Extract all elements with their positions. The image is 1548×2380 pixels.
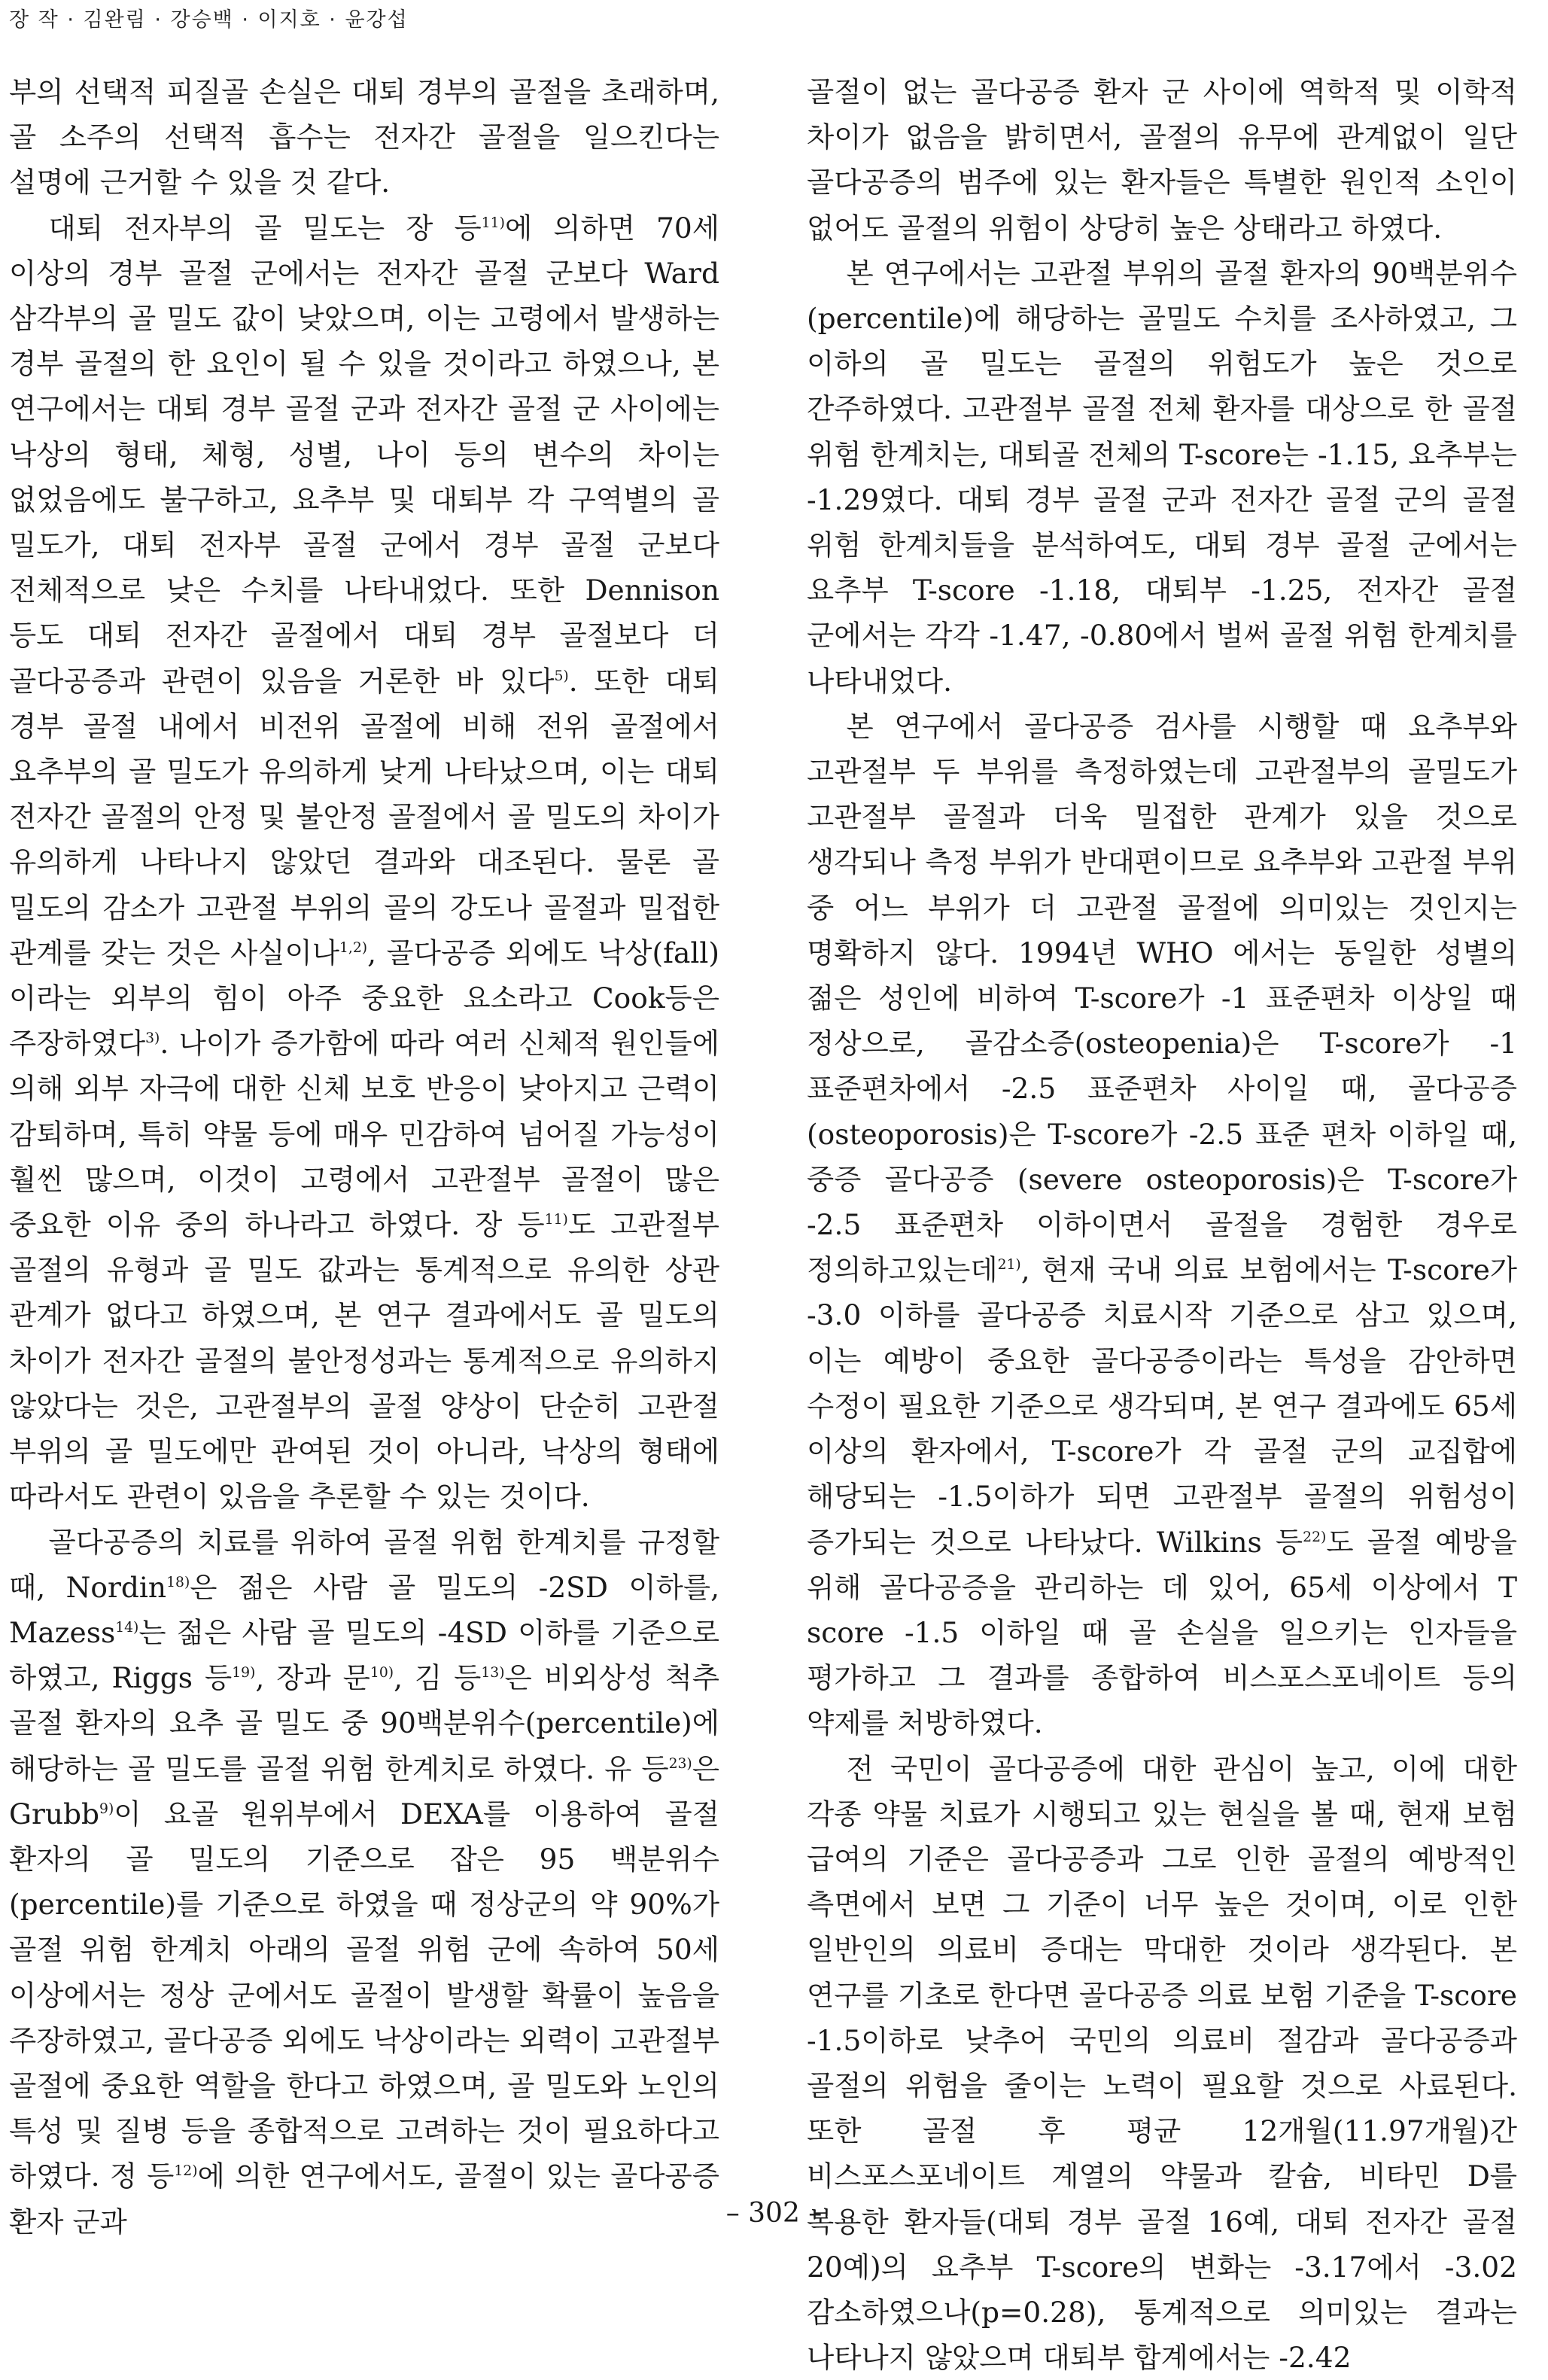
right-column: [807, 69, 1517, 2380]
paragraph: 본 연구에서는 고관절 부위의 골절 환자의 90백분위수(percentile)에 해당하는 골밀도 수치를 조사하였고, 그 이하의 골 밀도는 골절의 위험도가 높은 것으로 간주하였다. 고관절부 골절 전체 환자를 대상으로 한 골절 위험 한계치는, 대퇴골 전체의 T-score는 -1.15, 요추부는 -1.29였다. 대퇴 경부 골절 군과 전자간 골절 군의 골절 위험 한계치들을 분석하여도, 대퇴 경부 골절 군에서는 요추부 T-score -1.18, 대퇴부 -1.25, 전자간 골절 군에서는 각각 -1.47, -0.80에서 벌써 골절 위험 한계치를 나타내었다.: [807, 256, 1517, 698]
paragraph: 부의 선택적 피질골 손실은 대퇴 경부의 골절을 초래하며, 골 소주의 선택적 흡수는 전자간 골절을 일으킨다는 설명에 근거할 수 있을 것 같다.: [9, 75, 719, 199]
paragraph: 대퇴 전자부의 골 밀도는 장 등$^{11)}$에 의하면 70세 이상의 경부 골절 군에서는 전자간 골절 군보다 Ward 삼각부의 골 밀도 값이 낮았으며, 이는 고령에서 발생하는 경부 골절의 한 요인이 될 수 있을 것이라고 하였으나, 본 연구에서는 대퇴 경부 골절 군과 전자간 골절 군 사이에는 낙상의 형태, 체형, 성별, 나이 등의 변수의 차이는 없었음에도 불구하고, 요추부 및 대퇴부 각 구역별의 골 밀도가, 대퇴 전자부 골절 군에서 경부 골절 군보다 전체적으로 낮은 수치를 나타내었다. 또한 Dennison 등도 대퇴 전자간 골절에서 대퇴 경부 골절보다 더 골다공증과 관련이 있음을 거론한 바 있다$^{5)}$. 또한 대퇴 경부 골절 내에서 비전위 골절에 비해 전위 골절에서 요추부의 골 밀도가 유의하게 낮게 나타났으며, 이는 대퇴 전자간 골절의 안정 및 불안정 골절에서 골 밀도의 차이가 유의하게 나타나지 않았던 결과와 대조된다. 물론 골 밀도의 감소가 고관절 부위의 골의 강도나 골절과 밀접한 관계를 갖는 것은 사실이나$^{1,2)}$, 골다공증 외에도 낙상(fall)이라는 외부의 힘이 아주 중요한 요소라고 Cook등은 주장하였다$^{3)}$. 나이가 증가함에 따라 여러 신체적 원인들에 의해 외부 자극에 대한 신체 보호 반응이 낮아지고 근력이 감퇴하며, 특히 약물 등에 매우 민감하여 넘어질 가능성이 훨씬 많으며, 이것이 고령에서 고관절부 골절이 많은 중요한 이유 중의 하나라고 하였다. 장 등$^{11)}$도 고관절부 골절의 유형과 골 밀도 값과는 통계적으로 유의한 상관 관계가 없다고 하였으며, 본 연구 결과에서도 골 밀도의 차이가 전자간 골절의 불안정성과는 통계적으로 유의하지 않았다는 것은, 고관절부의 골절 양상이 단순히 고관절 부위의 골 밀도에만 관여된 것이 아니라, 낙상의 형태에 따라서도 관련이 있음을 추론할 수 있는 것이다.: [9, 211, 719, 1514]
citation: 13): [481, 1665, 505, 1682]
paragraph: 골절이 없는 골다공증 환자 군 사이에 역학적 및 이학적 차이가 없음을 밝히면서, 골절의 유무에 관계없이 일단 골다공증의 범주에 있는 환자들은 특별한 원인적 소인이 없어도 골절의 위험이 상당히 높은 상태라고 하였다.: [807, 75, 1517, 245]
citation: 12): [174, 2163, 198, 2180]
citation: 14): [115, 1619, 139, 1636]
citation: 1,2): [339, 939, 368, 956]
citation: 18): [166, 1574, 190, 1590]
paragraph: 골다공증의 치료를 위하여 골절 위험 한계치를 규정할 때, Nordin$^{18)}$은 젊은 사람 골 밀도의 -2SD 이하를, Mazess$^{14)}$는 젊은 사람 골 밀도의 -4SD 이하를 기준으로 하였고, Riggs 등$^{19)}$, 장과 문$^{10)}$, 김 등$^{13)}$은 비외상성 척추 골절 환자의 요추 골 밀도 중 90백분위수(percentile)에 해당하는 골 밀도를 골절 위험 한계치로 하였다. 유 등$^{23)}$은 Grubb$^{9)}$이 요골 원위부에서 DEXA를 이용하여 골절 환자의 골 밀도의 기준으로 잡은 95 백분위수(percentile)를 기준으로 하였을 때 정상군의 약 90%가 골절 위험 한계치 아래의 골절 위험 군에 속하여 50세 이상에서는 정상 군에서도 골절이 발생할 확률이 높음을 주장하였고, 골다공증 외에도 낙상이라는 외력이 고관절부 골절에 중요한 역할을 한다고 하였으며, 골 밀도와 노인의 특성 및 질병 등을 종합적으로 고려하는 것이 필요하다고 하였다. 정 등$^{12)}$에 의한 연구에서도, 골절이 있는 골다공증 환자 군과: [9, 1525, 720, 2238]
page-number: – 302 –: [725, 2198, 823, 2229]
citation: 5): [554, 668, 569, 684]
citation: 11): [544, 1212, 568, 1228]
running-head: 장 작 · 김완림 · 강승백 · 이지호 · 윤강섭: [9, 8, 409, 32]
left-column: [9, 69, 719, 2245]
citation: 21): [997, 1257, 1021, 1274]
citation: 23): [668, 1755, 692, 1772]
paragraph: 전 국민이 골다공증에 대한 관심이 높고, 이에 대한 각종 약물 치료가 시행되고 있는 현실을 볼 때, 현재 보험 급여의 기준은 골다공증과 그로 인한 골절의 예방적인 측면에서 보면 그 기준이 너무 높은 것이며, 이로 인한 일반인의 의료비 증대는 막대한 것이라 생각된다. 본 연구를 기초로 한다면 골다공증 의료 보험 기준을 T-score -1.5이하로 낮추어 국민의 의료비 절감과 골다공증과 골절의 위험을 줄이는 노력이 필요할 것으로 사료된다. 또한 골절 후 평균 12개월(11.97개월)간 비스포스포네이트 계열의 약물과 칼슘, 비타민 D를 복용한 환자들(대퇴 경부 골절 16예, 대퇴 전자간 골절 20예)의 요추부 T-score의 변화는 -3.17에서 -3.02 감소하였으나(p=0.28), 통계적으로 의미있는 결과는 나타나지 않았으며 대퇴부 합계에서는 -2.42: [807, 1752, 1517, 2375]
citation: 3): [145, 1030, 160, 1047]
citation: 9): [99, 1800, 114, 1817]
paragraph: 본 연구에서 골다공증 검사를 시행할 때 요추부와 고관절부 두 부위를 측정하였는데 고관절부의 골밀도가 고관절부 골절과 더욱 밀접한 관계가 있을 것으로 생각되나 측정 부위가 반대편이므로 요추부와 고관절 부위 중 어느 부위가 더 고관절 골절에 의미있는 것인지는 명확하지 않다. 1994년 WHO 에서는 동일한 성별의 젊은 성인에 비하여 T-score가 -1 표준편차 이상일 때 정상으로, 골감소증(osteopenia)은 T-score가 -1 표준편차에서 -2.5 표준편차 사이일 때, 골다공증 (osteoporosis)은 T-score가 -2.5 표준 편차 이하일 때, 중증 골다공증 (severe osteoporosis)은 T-score가 -2.5 표준편차 이하이면서 골절을 경험한 경우로 정의하고있는데$^{21)}$, 현재 국내 의료 보험에서는 T-score가 -3.0 이하를 골다공증 치료시작 기준으로 삼고 있으며, 이는 예방이 중요한 골다공증이라는 특성을 감안하면 수정이 필요한 기준으로 생각되며, 본 연구 결과에도 65세 이상의 환자에서, T-score가 각 골절 군의 교집합에 해당되는 -1.5이하가 되면 고관절부 골절의 위험성이 증가되는 것으로 나타났다. Wilkins 등$^{22)}$도 골절 예방을 위해 골다공증을 관리하는 데 있어, 65세 이상에서 T score -1.5 이하일 때 골 손실을 일으키는 인자들을 평가하고 그 결과를 종합하여 비스포스포네이트 등의 약제를 처방하였다.: [807, 709, 1517, 1740]
citation: 10): [370, 1665, 394, 1682]
citation: 22): [1303, 1529, 1327, 1545]
citation: 19): [232, 1665, 256, 1682]
citation: 11): [481, 215, 505, 231]
